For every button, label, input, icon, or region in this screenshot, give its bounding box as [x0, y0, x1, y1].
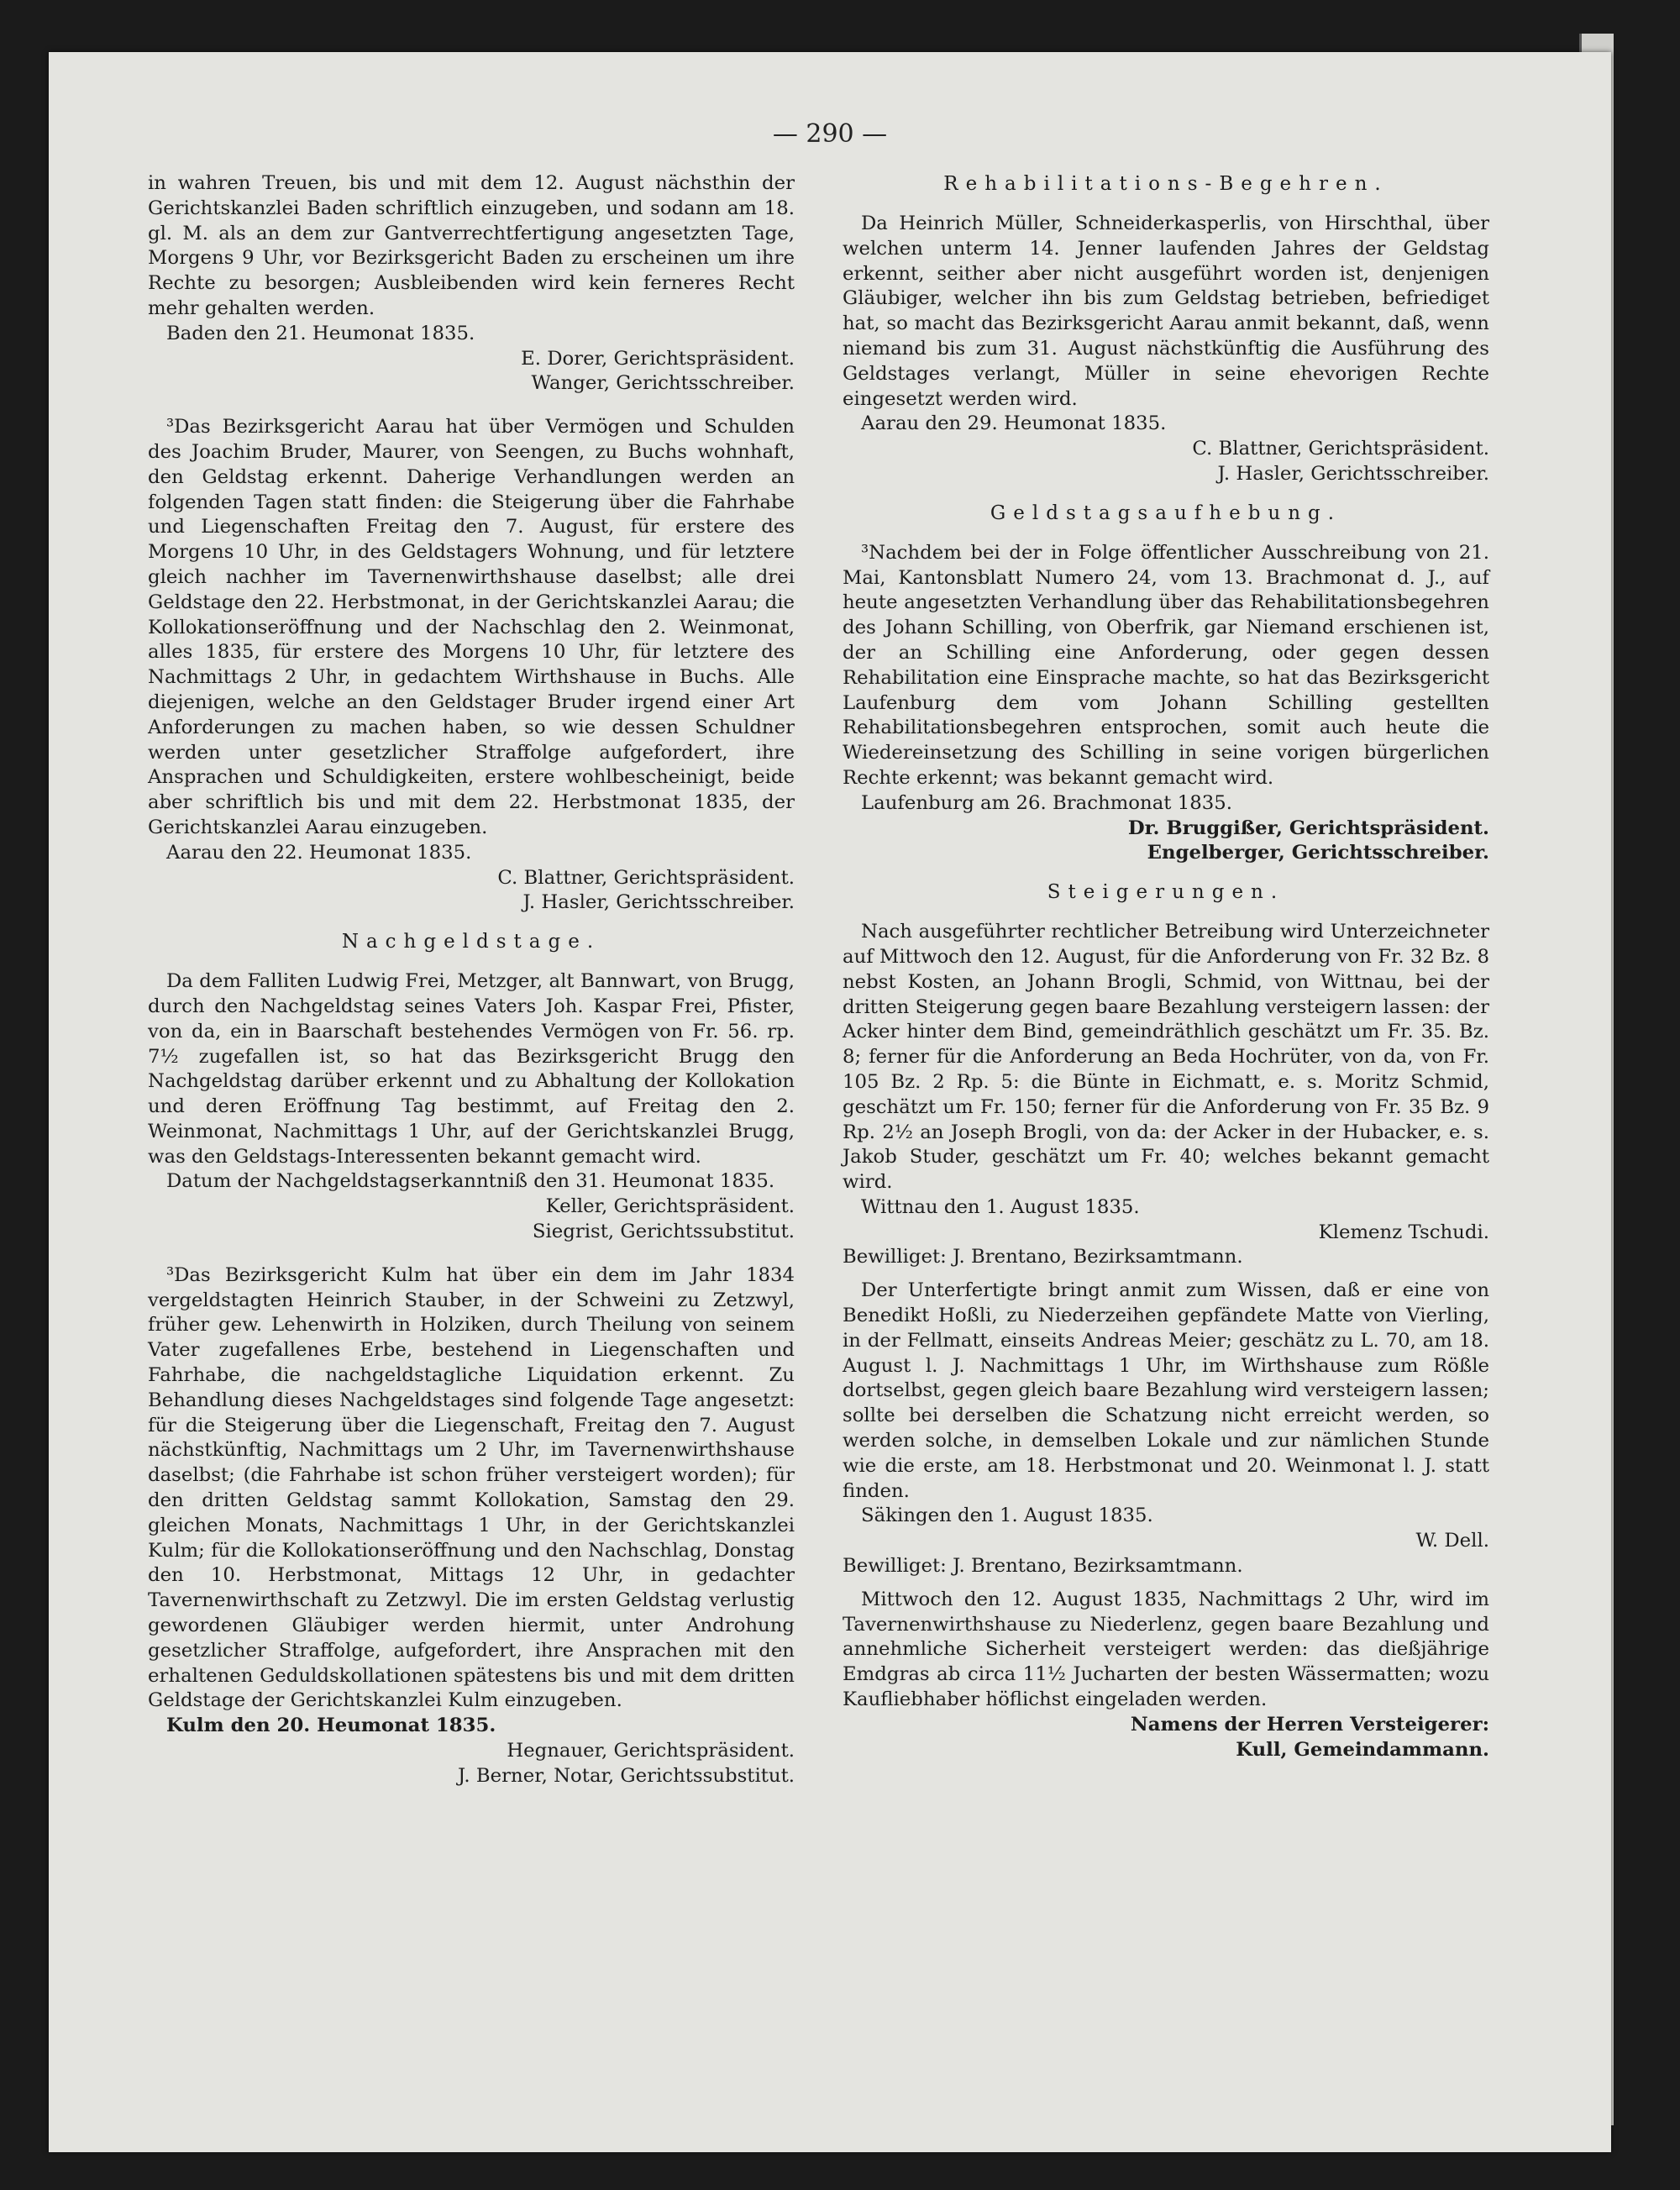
notice-laufenburg-signature-2: Engelberger, Gerichtsschreiber.	[1147, 842, 1489, 864]
notice-kulm-signature-2: J. Berner, Notar, Gerichtssubstitut.	[458, 1764, 795, 1787]
notice-baden-signature-2: Wanger, Gerichtsschreiber.	[531, 372, 795, 395]
notice-baden-date: Baden den 21. Heumonat 1835.	[166, 322, 475, 344]
notice-hirschthal-text: Da Heinrich Müller, Schneiderkasperlis, von Hirschthal, über welchen unterm 14. Jenner laufenden Jahres der Geldstag erkennt, seither aber nicht ausgeführt worden ist, denjenigen Gläubiger, welcher ihn bis zum Geldstag betrieben, befriediget hat, so macht das Bezirksgericht Aarau anmit bekannt, daß, wenn niemand bis zum 31. August nächstkünftig die Ausführung des Geldstages verlangt, Müller in seine ehevorigen Rechte eingesetzt werden wird.	[843, 213, 1489, 410]
notice-niederlenz-text: Mittwoch den 12. August 1835, Nachmittags 2 Uhr, wird im Tavernenwirthshause zu Niederlenz, gegen baare Bezahlung und annehmliche Sicherheit versteigert werden: das dießjährige Emdgras ab circa 11½ Jucharten der besten Wässermatten; wozu Kaufliebhaber höflichst eingeladen werden.	[843, 1588, 1489, 1711]
heading-nachgeldstage: Nachgeldstage.	[341, 931, 601, 953]
heading-rehabilitations-begehren: Rehabilitations-Begehren.	[943, 173, 1389, 195]
notice-brugg-text: Da dem Falliten Ludwig Frei, Metzger, alt Bannwart, von Brugg, durch den Nachgeldstag seines Vaters Joh. Kaspar Frei, Pfister, von da, ein in Baarschaft bestehendes Vermögen von Fr. 56. rp. 7½ zugefallen ist, so hat das Bezirksgericht Brugg den Nachgeldstag darüber erkennt und zu Abhaltung der Kollokation und deren Eröffnung Tag bestimmt, auf Freitag den 2. Weinmonat, Nachmittags 1 Uhr, auf der Gerichtskanzlei Brugg, was den Geldstags-Interessenten bekannt gemacht wird.	[148, 970, 795, 1168]
notice-baden-signature-1: E. Dorer, Gerichtspräsident.	[521, 347, 795, 370]
notice-saekingen-signature: W. Dell.	[1415, 1530, 1489, 1552]
notice-aarau-bruder-date: Aarau den 22. Heumonat 1835.	[166, 841, 472, 864]
notice-laufenburg-text: ³Nachdem bei der in Folge öffentlicher Ausschreibung von 21. Mai, Kantonsblatt Numero 24, vom 13. Brachmonat d. J., auf heute angesetzten Verhandlung über das Rehabilitationsbegehren des Johann Schilling, von Oberfrik, gar Niemand erschienen ist, der an Schilling eine Anforderung, oder gegen dessen Rehabilitation eine Einsprache machte, so hat das Bezirksgericht Laufenburg dem vom Johann Schilling gestellten Rehabilitationsbegehren entsprochen, somit auch heute die Wiedereinsetzung des Schilling in seine vorigen bürgerlichen Rechte erkennt; was bekannt gemacht wird.	[843, 541, 1489, 789]
notice-kulm-signature-1: Hegnauer, Gerichtspräsident.	[507, 1740, 795, 1762]
notice-baden-text: in wahren Treuen, bis und mit dem 12. August nächsthin der Gerichtskanzlei Baden schriftlich einzugeben, und sodann am 18. gl. M. als an dem zur Gantverrechtfertigung angesetzten Tage, Morgens 9 Uhr, vor Bezirksgericht Baden zu erscheinen um ihre Rechte zu besorgen; Ausbleibenden wird kein ferneres Recht mehr gehalten werden.	[148, 172, 795, 319]
notice-aarau-bruder-text: ³Das Bezirksgericht Aarau hat über Vermögen und Schulden des Joachim Bruder, Maurer, von Seengen, zu Buchs wohnhaft, den Geldstag erkennt. Daherige Verhandlungen werden an folgenden Tagen statt finden: die Steigerung über die Fahrhabe und Liegenschaften Freitag den 7. August, für erstere des Morgens 10 Uhr, in des Geldstagers Wohnung, und für letztere gleich nachher im Tavernenwirthshause daselbst; alle drei Geldstage den 22. Herbstmonat, in der Gerichtskanzlei Aarau; die Kollokationseröffnung und der Nachschlag den 2. Weinmonat, alles 1835, für erstere des Morgens 10 Uhr, für letztere des Nachmittags 2 Uhr, in gedachtem Wirthshause in Buchs. Alle diejenigen, welche an den Geldstager Bruder irgend einer Art Anforderungen zu machen haben, so wie dessen Schuldner werden unter gesetzlicher Straffolge aufgefordert, ihre Ansprachen und Schuldigkeiten, erstere wohlbescheinigt, beide aber schriftlich bis und mit dem 22. Herbstmonat 1835, der Gerichtskanzlei Aarau einzugeben.	[148, 416, 795, 838]
notice-hirschthal-signature-1: C. Blattner, Gerichtspräsident.	[1192, 438, 1489, 460]
notice-wittnau-text: Nach ausgeführter rechtlicher Betreibung wird Unterzeichneter auf Mittwoch den 12. August, für die Anforderung von Fr. 32 Bz. 8 nebst Kosten, an Johann Brogli, Schmid, von Wittnau, bei der dritten Steigerung gegen baare Bezahlung versteigern lassen: der Acker hinter dem Bind, gemeindräthlich geschätzt um Fr. 35. Bz. 8; ferner für die Anforderung an Beda Hochrüter, von da, von Fr. 105 Bz. 2 Rp. 5: die Bünte in Eichmatt, e. s. Moritz Schmid, geschätzt um Fr. 150; ferner für die Anforderung von Fr. 35 Bz. 9 Rp. 2½ an Joseph Brogli, von da: der Acker in der Hubacker, e. s. Jakob Studer, geschätzt um Fr. 40; welches bekannt gemacht wird.	[843, 921, 1489, 1194]
notice-wittnau-date: Wittnau den 1. August 1835.	[861, 1195, 1140, 1218]
notice-niederlenz-signature-1: Namens der Herren Versteigerer:	[1130, 1713, 1489, 1736]
notice-brugg-signature-2: Siegrist, Gerichtssubstitut.	[532, 1221, 795, 1243]
notice-saekingen-date: Säkingen den 1. August 1835.	[861, 1505, 1153, 1527]
notice-aarau-bruder-signature-2: J. Hasler, Gerichtsschreiber.	[522, 891, 795, 914]
notice-saekingen-text: Der Unterfertigte bringt anmit zum Wissen, daß er eine von Benedikt Hoßli, zu Niederzeihen gepfändete Matte von Vierling, in der Fellmatt, einseits Andreas Meier; geschätz zu L. 70, am 18. August l. J. Nachmittags 1 Uhr, im Wirthshause zum Rößle dortselbst, gegen gleich baare Bezahlung wird versteigern lassen; sollte bei derselben die Schatzung nicht erreicht werden, so werden solche, in demselben Lokale und zur nämlichen Stunde wie die erste, am 18. Herbstmonat und 20. Weinmonat l. J. statt finden.	[843, 1279, 1489, 1502]
newspaper-page	[49, 52, 1611, 2152]
heading-geldstagsaufhebung: Geldstagsaufhebung.	[990, 502, 1342, 524]
notice-kulm-date: Kulm den 20. Heumonat 1835.	[166, 1715, 496, 1737]
notice-laufenburg-date: Laufenburg am 26. Brachmonat 1835.	[861, 791, 1232, 814]
notice-brugg-date: Datum der Nachgeldstagserkanntniß den 31. Heumonat 1835.	[166, 1170, 775, 1193]
notice-niederlenz-signature-2: Kull, Gemeindammann.	[1236, 1738, 1489, 1761]
right-column	[843, 171, 1489, 1762]
heading-steigerungen: Steigerungen.	[1047, 881, 1285, 904]
notice-hirschthal-date: Aarau den 29. Heumonat 1835.	[861, 412, 1167, 435]
notice-brugg-signature-1: Keller, Gerichtspräsident.	[545, 1195, 795, 1218]
page-number: — 290 —	[772, 119, 888, 149]
notice-wittnau-signature: Klemenz Tschudi.	[1318, 1221, 1489, 1243]
notice-kulm-text: ³Das Bezirksgericht Kulm hat über ein dem im Jahr 1834 vergeldstagten Heinrich Stauber, in der Schweini zu Zetzwyl, früher gew. Lehenwirth in Holziken, durch Theilung von seinem Vater zugefallenes Erbe, bestehend in Liegenschaften und Fahrhabe, die nachgeldstagliche Liquidation erkennt. Zu Behandlung dieses Nachgeldstages sind folgende Tage angesetzt: für die Steigerung über die Liegenschaft, Freitag den 7. August nächstkünftig, Nachmittags um 2 Uhr, im Tavernenwirthshause daselbst; (die Fahrhabe ist schon früher versteigert worden); für den dritten Geldstag sammt Kollokation, Samstag den 29. gleichen Monats, Nachmittags 1 Uhr, in der Gerichtskanzlei Kulm; für die Kollokationseröffnung und den Nachschlag, Donstag den 10. Herbstmonat, Mittags 12 Uhr, in gedachter Tavernenwirthschaft zu Zetzwyl. Die im ersten Geldstag verlustig gewordenen Gläubiger werden hiermit, unter Androhung gesetzlicher Straffolge, aufgefordert, ihre Ansprachen mit den erhaltenen Geduldskollationen spätestens bis und mit dem dritten Geldstage der Gerichtskanzlei Kulm einzugeben.	[148, 1263, 795, 1712]
notice-laufenburg-signature-1: Dr. Bruggißer, Gerichtspräsident.	[1127, 817, 1489, 839]
left-column	[148, 171, 795, 1789]
notice-aarau-bruder-signature-1: C. Blattner, Gerichtspräsident.	[497, 866, 795, 889]
notice-saekingen-approval: Bewilliget: J. Brentano, Bezirksamtmann.	[843, 1555, 1243, 1578]
notice-wittnau-approval: Bewilliget: J. Brentano, Bezirksamtmann.	[843, 1246, 1243, 1268]
notice-hirschthal-signature-2: J. Hasler, Gerichtsschreiber.	[1217, 462, 1489, 485]
